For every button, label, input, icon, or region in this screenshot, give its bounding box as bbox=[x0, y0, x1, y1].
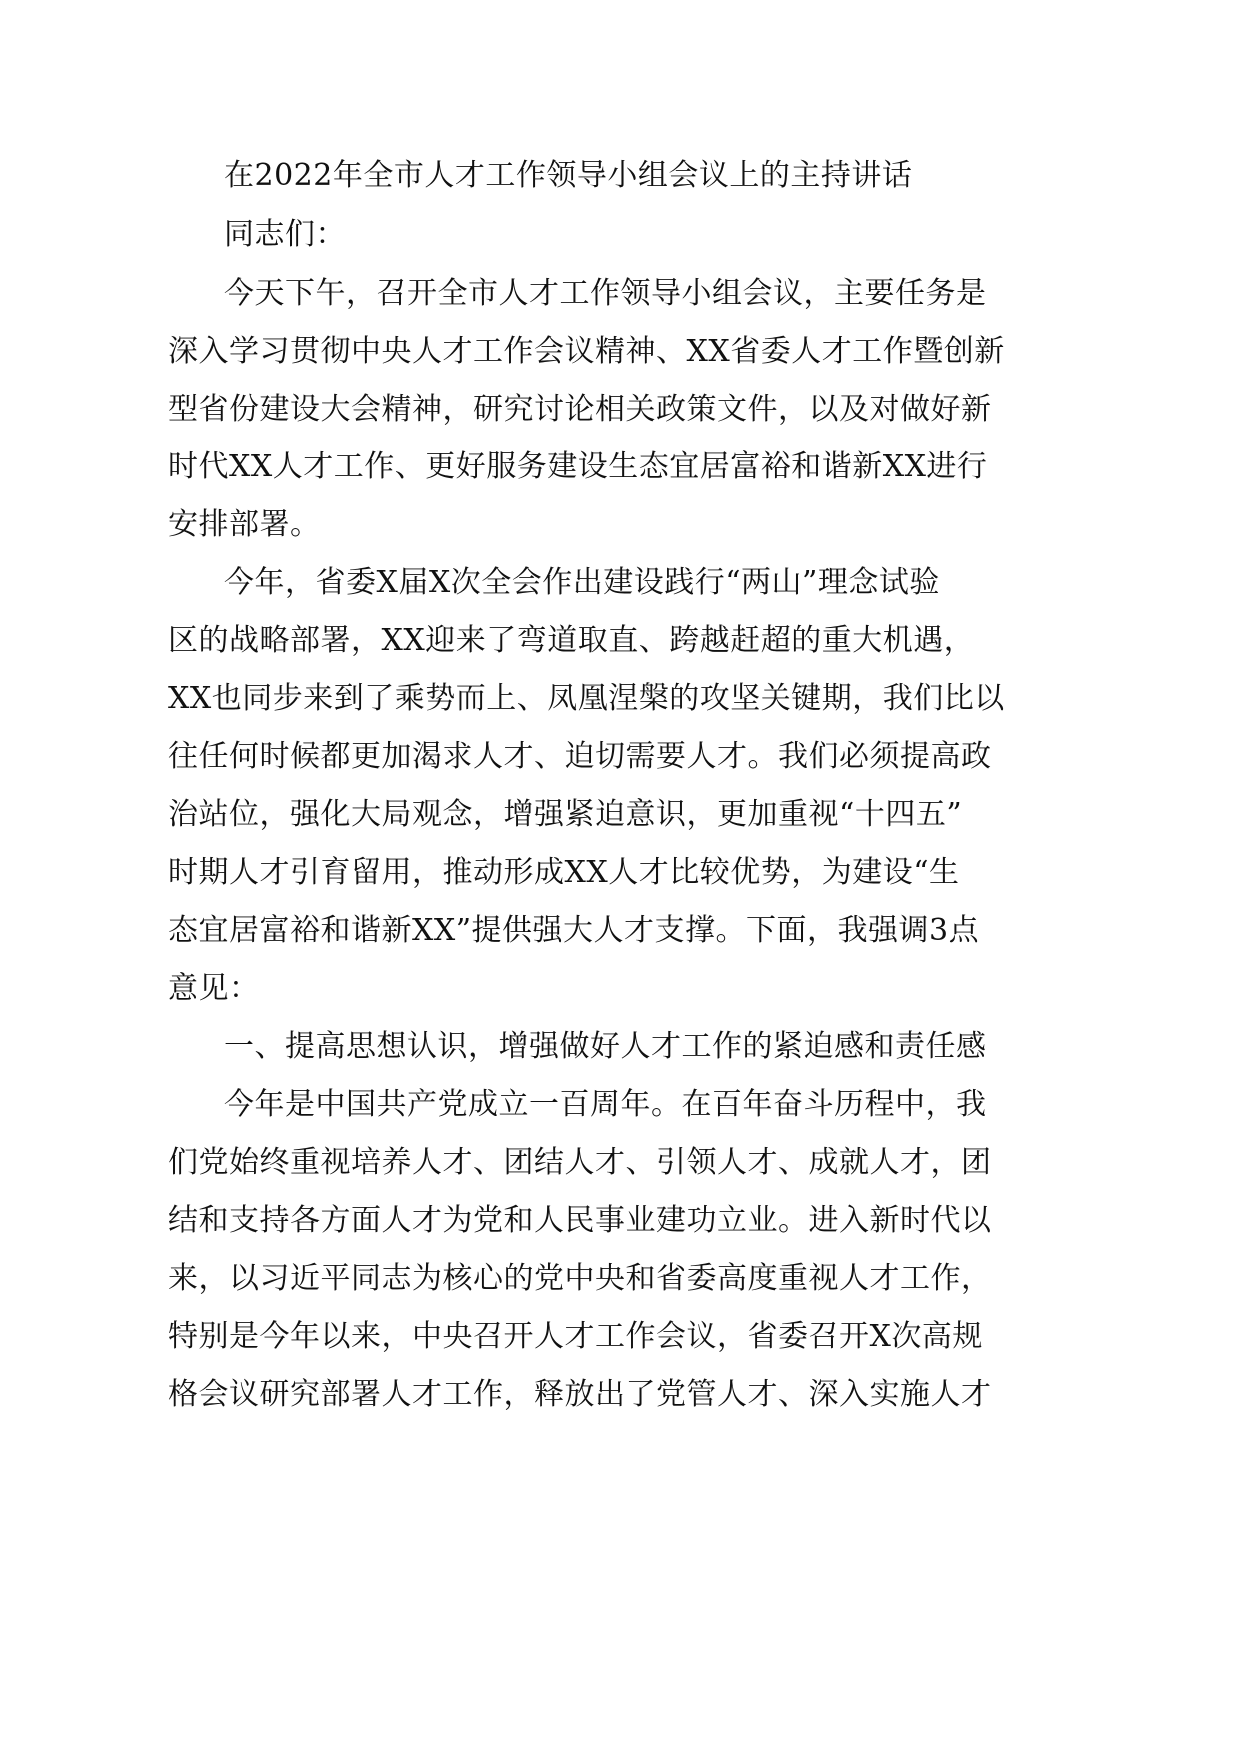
paragraph-2-line-4: 往任何时候都更加渴求人才、迫切需要人才。我们必须提高政 bbox=[168, 739, 992, 774]
paragraph-1-line-5: 安排部署。 bbox=[168, 507, 321, 542]
paragraph-2-line-8: 意见： bbox=[168, 971, 260, 1006]
paragraph-1-line-4: 时代XX人才工作、更好服务建设生态宜居富裕和谐新XX进行 bbox=[168, 449, 988, 484]
paragraph-2-line-2: 区的战略部署，XX迎来了弯道取直、跨越赶超的重大机遇， bbox=[168, 623, 975, 658]
paragraph-3-line-5: 特别是今年以来，中央召开人才工作会议，省委召开X次高规 bbox=[168, 1319, 983, 1354]
paragraph-3-line-1: 今年是中国共产党成立一百周年。在百年奋斗历程中，我 bbox=[224, 1087, 987, 1122]
paragraph-2-line-1: 今年，省委X届X次全会作出建设践行“两山”理念试验 bbox=[224, 565, 940, 600]
paragraph-3-line-2: 们党始终重视培养人才、团结人才、引领人才、成就人才，团 bbox=[168, 1145, 992, 1180]
document-title: 在2022年全市人才工作领导小组会议上的主持讲话 bbox=[224, 158, 913, 193]
paragraph-1-line-1: 今天下午，召开全市人才工作领导小组会议，主要任务是 bbox=[224, 276, 987, 311]
paragraph-1-line-3: 型省份建设大会精神，研究讨论相关政策文件，以及对做好新 bbox=[168, 392, 992, 427]
paragraph-3-line-4: 来，以习近平同志为核心的党中央和省委高度重视人才工作， bbox=[168, 1261, 992, 1296]
paragraph-2-line-5: 治站位，强化大局观念，增强紧迫意识，更加重视“十四五” bbox=[168, 797, 963, 832]
paragraph-1-line-2: 深入学习贯彻中央人才工作会议精神、XX省委人才工作暨创新 bbox=[168, 334, 1005, 369]
salutation: 同志们： bbox=[224, 217, 346, 252]
paragraph-2-line-6: 时期人才引育留用，推动形成XX人才比较优势，为建设“生 bbox=[168, 855, 960, 890]
paragraph-2-line-7: 态宜居富裕和谐新XX”提供强大人才支撑。下面，我强调3点 bbox=[168, 913, 980, 948]
paragraph-3-line-6: 格会议研究部署人才工作，释放出了党管人才、深入实施人才 bbox=[168, 1377, 992, 1412]
paragraph-3-line-3: 结和支持各方面人才为党和人民事业建功立业。进入新时代以 bbox=[168, 1203, 992, 1238]
section-heading-1: 一、提高思想认识，增强做好人才工作的紧迫感和责任感 bbox=[224, 1029, 987, 1064]
paragraph-2-line-3: XX也同步来到了乘势而上、凤凰涅槃的攻坚关键期，我们比以 bbox=[168, 681, 1005, 716]
